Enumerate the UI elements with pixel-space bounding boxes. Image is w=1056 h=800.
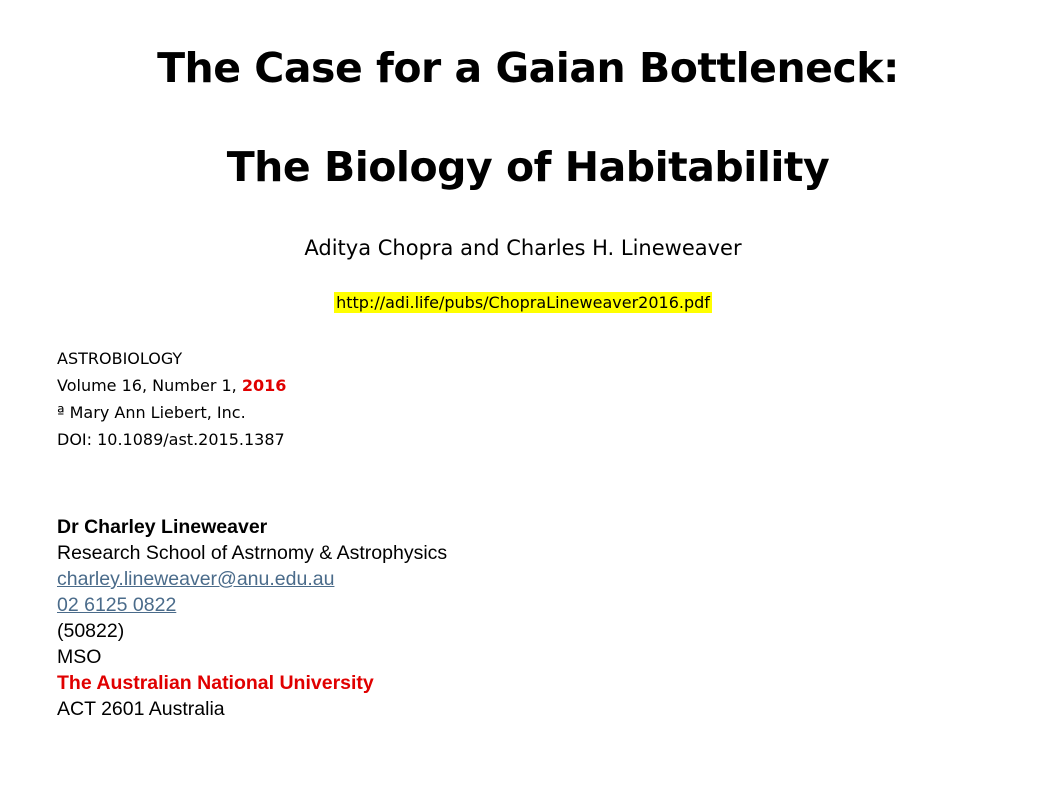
paper-url[interactable]: http://adi.life/pubs/ChopraLineweaver2016.pdf <box>336 293 710 312</box>
journal-name: ASTROBIOLOGY <box>57 349 183 368</box>
volume-text: Volume 16, Number 1, <box>57 376 242 395</box>
contact-university: The Australian National University <box>57 672 374 694</box>
contact-extension: (50822) <box>57 620 125 642</box>
journal-info <box>57 345 286 453</box>
contact-phone-link[interactable]: 02 6125 0822 <box>57 594 177 616</box>
contact-name: Dr Charley Lineweaver <box>57 516 268 538</box>
journal-volume <box>57 372 286 399</box>
journal-publisher: ª Mary Ann Liebert, Inc. <box>57 403 246 422</box>
journal-doi: DOI: 10.1089/ast.2015.1387 <box>57 430 285 449</box>
authors: Aditya Chopra and Charles H. Lineweaver <box>304 236 742 260</box>
title-line-1: The Case for a Gaian Bottleneck: <box>157 44 899 92</box>
contact-email-link[interactable]: charley.lineweaver@anu.edu.au <box>57 568 335 590</box>
contact-block <box>57 514 447 722</box>
journal-year: 2016 <box>241 376 287 395</box>
contact-address: ACT 2601 Australia <box>57 698 225 720</box>
url-container <box>0 292 1046 313</box>
title-line-2: The Biology of Habitability <box>226 143 830 191</box>
contact-school: Research School of Astrnomy & Astrophysics <box>57 542 448 564</box>
contact-building: MSO <box>57 646 102 668</box>
